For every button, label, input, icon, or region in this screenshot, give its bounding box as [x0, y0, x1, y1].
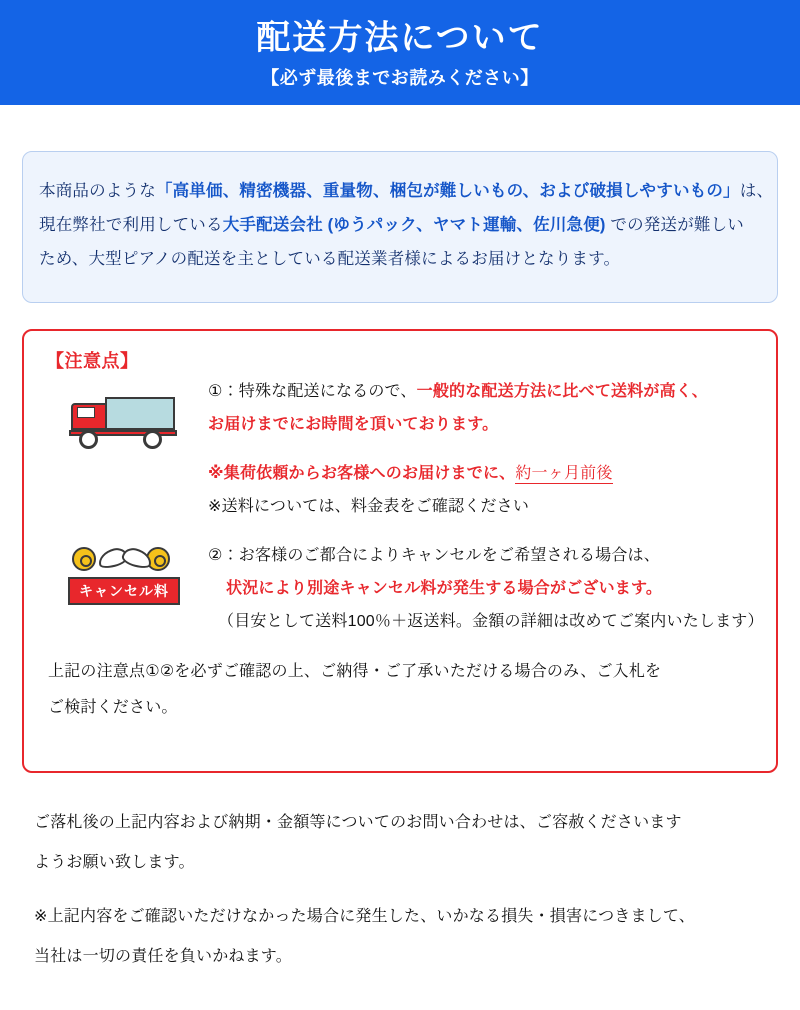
item1-line-2: お届けまでにお時間を頂いております。: [208, 416, 499, 433]
item2-line-2: 状況により別途キャンセル料が発生する場合がございます。: [226, 580, 663, 597]
caution-title: 【注意点】: [46, 351, 139, 371]
footer-para2-line1: ※上記内容をご確認いただけなかった場合に発生した、いかなる損失・損害につきまして、: [34, 908, 695, 925]
item1-line-1-highlight: 一般的な配送方法に比べて送料が高く、: [416, 383, 708, 400]
item1-note-2: ※送料については、料金表をご確認ください: [208, 498, 530, 515]
page-header: [0, 0, 800, 105]
truck-wheel-rear: [143, 430, 162, 449]
item2-line-3: （目安として送料100％＋返送料。金額の詳細は改めてご案内いたします）: [218, 613, 764, 630]
intro-line-2-part-a: 現在弊社で利用している: [39, 216, 223, 234]
intro-line-1: [39, 174, 774, 208]
coin-icon-left: [72, 547, 96, 571]
page-title: 配送方法について: [256, 19, 544, 58]
caution-item-2: [40, 537, 764, 638]
truck-window: [77, 407, 95, 418]
intro-line-1-highlight: 「高単価、精密機器、重量物、梱包が難しいもの、および破損しやすいもの」: [155, 182, 740, 200]
item1-note-1-underlined: 約一ヶ月前後: [515, 465, 613, 482]
truck-icon-column: [40, 373, 208, 451]
footer-para1-line1: ご落札後の上記内容および納期・金額等についてのお問い合わせは、ご容赦くださいます: [34, 814, 682, 831]
caution-item-1: [40, 373, 758, 523]
intro-line-3: ため、大型ピアノの配送を主としている配送業者様によるお届けとなります。: [39, 250, 621, 268]
item1-note-1: [208, 457, 758, 490]
intro-line-2-highlight: 大手配送会社 (ゆうパック、ヤマト運輸、佐川急便): [222, 216, 611, 234]
truck-wheel-front: [79, 430, 98, 449]
footer-notes: [22, 803, 778, 977]
footer-para1-line2: ようお願い致します。: [34, 854, 195, 871]
caution-box: [22, 329, 778, 773]
caution-item-1-text: [208, 373, 758, 523]
cancel-fee-label: キャンセル料: [68, 577, 180, 605]
truck-cargo: [105, 397, 175, 430]
intro-line-1-part-c: は、: [739, 182, 774, 200]
intro-line-1-part-a: 本商品のような: [39, 182, 156, 200]
closing-line-2: ご検討ください。: [48, 699, 178, 716]
intro-box: [22, 151, 778, 303]
truck-icon: [65, 389, 183, 451]
cancel-fee-icon-column: [40, 537, 208, 613]
item2-line-1: ②：お客様のご都合によりキャンセルをご希望される場合は、: [208, 547, 660, 564]
item1-note-1-part-a: ※集荷依頼からお客様へのお届けまでに、: [208, 465, 516, 482]
item1-line-1: [208, 375, 758, 408]
page-subtitle: 【必ず最後までお読みください】: [261, 67, 539, 88]
intro-line-2: [39, 208, 757, 242]
footer-para2-line2: 当社は一切の責任を負いかねます。: [34, 948, 292, 965]
item1-notes: [208, 457, 758, 523]
caution-item-2-text: [208, 537, 764, 638]
intro-line-2-part-c: での発送が難しい: [610, 216, 745, 234]
cancel-fee-icon: [62, 543, 186, 613]
closing-line-1: 上記の注意点①②を必ずご確認の上、ご納得・ご了承いただける場合のみ、ご入札を: [48, 663, 662, 680]
item1-line-1-part-a: ①：特殊な配送になるので、: [208, 383, 417, 400]
caution-closing: [40, 654, 758, 726]
footer-para2: [34, 897, 778, 977]
